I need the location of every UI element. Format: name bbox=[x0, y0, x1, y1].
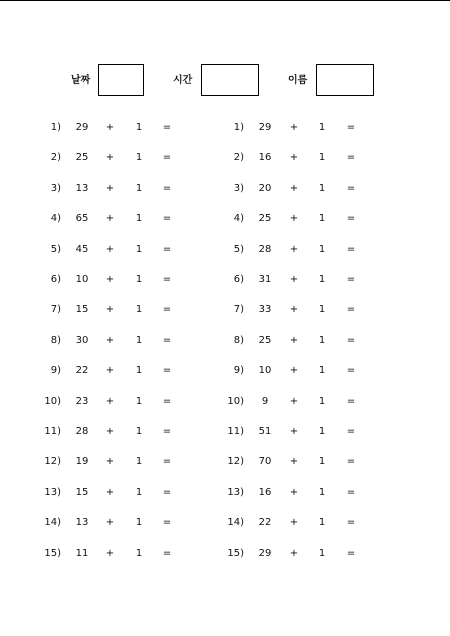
second-operand: 1 bbox=[135, 335, 143, 346]
equals-sign: = bbox=[162, 213, 172, 224]
plus-sign: + bbox=[105, 304, 115, 315]
problem-number: 1) bbox=[50, 122, 61, 133]
problem-number: 6) bbox=[50, 274, 61, 285]
second-operand: 1 bbox=[318, 213, 326, 224]
first-operand: 25 bbox=[258, 213, 272, 224]
equals-sign: = bbox=[346, 365, 356, 376]
second-operand: 1 bbox=[135, 122, 143, 133]
problem-number: 13) bbox=[227, 487, 244, 498]
second-operand: 1 bbox=[318, 517, 326, 528]
first-operand: 51 bbox=[258, 426, 272, 437]
problem-number: 14) bbox=[227, 517, 244, 528]
equals-sign: = bbox=[162, 396, 172, 407]
equals-sign: = bbox=[162, 487, 172, 498]
second-operand: 1 bbox=[135, 426, 143, 437]
plus-sign: + bbox=[105, 274, 115, 285]
problem-number: 13) bbox=[44, 487, 61, 498]
second-operand: 1 bbox=[318, 122, 326, 133]
second-operand: 1 bbox=[135, 274, 143, 285]
equals-sign: = bbox=[162, 152, 172, 163]
second-operand: 1 bbox=[135, 396, 143, 407]
first-operand: 10 bbox=[258, 365, 272, 376]
problem-number: 12) bbox=[227, 456, 244, 467]
plus-sign: + bbox=[289, 517, 299, 528]
equals-sign: = bbox=[162, 365, 172, 376]
plus-sign: + bbox=[289, 396, 299, 407]
second-operand: 1 bbox=[318, 183, 326, 194]
plus-sign: + bbox=[105, 517, 115, 528]
equals-sign: = bbox=[346, 426, 356, 437]
second-operand: 1 bbox=[318, 304, 326, 315]
problem-number: 15) bbox=[227, 548, 244, 559]
problem-number: 5) bbox=[50, 244, 61, 255]
problem-number: 2) bbox=[233, 152, 244, 163]
equals-sign: = bbox=[346, 244, 356, 255]
name-field[interactable] bbox=[316, 64, 374, 96]
first-operand: 45 bbox=[75, 244, 89, 255]
problem-number: 4) bbox=[233, 213, 244, 224]
second-operand: 1 bbox=[318, 548, 326, 559]
problem-number: 4) bbox=[50, 213, 61, 224]
equals-sign: = bbox=[346, 456, 356, 467]
date-field[interactable] bbox=[98, 64, 144, 96]
plus-sign: + bbox=[105, 548, 115, 559]
plus-sign: + bbox=[289, 213, 299, 224]
plus-sign: + bbox=[289, 487, 299, 498]
problem-number: 9) bbox=[50, 365, 61, 376]
plus-sign: + bbox=[289, 152, 299, 163]
plus-sign: + bbox=[289, 304, 299, 315]
first-operand: 15 bbox=[75, 487, 89, 498]
equals-sign: = bbox=[162, 517, 172, 528]
first-operand: 22 bbox=[75, 365, 89, 376]
first-operand: 13 bbox=[75, 517, 89, 528]
problem-number: 7) bbox=[50, 304, 61, 315]
second-operand: 1 bbox=[318, 456, 326, 467]
first-operand: 30 bbox=[75, 335, 89, 346]
second-operand: 1 bbox=[135, 304, 143, 315]
equals-sign: = bbox=[346, 487, 356, 498]
first-operand: 11 bbox=[75, 548, 89, 559]
problem-number: 3) bbox=[50, 183, 61, 194]
second-operand: 1 bbox=[318, 487, 326, 498]
problem-number: 7) bbox=[233, 304, 244, 315]
problem-number: 1) bbox=[233, 122, 244, 133]
first-operand: 29 bbox=[258, 548, 272, 559]
plus-sign: + bbox=[289, 274, 299, 285]
problem-number: 15) bbox=[44, 548, 61, 559]
second-operand: 1 bbox=[135, 183, 143, 194]
top-rule bbox=[0, 0, 450, 1]
first-operand: 28 bbox=[258, 244, 272, 255]
second-operand: 1 bbox=[135, 517, 143, 528]
first-operand: 9 bbox=[261, 396, 269, 407]
first-operand: 20 bbox=[258, 183, 272, 194]
equals-sign: = bbox=[162, 548, 172, 559]
plus-sign: + bbox=[289, 456, 299, 467]
problem-number: 5) bbox=[233, 244, 244, 255]
plus-sign: + bbox=[289, 244, 299, 255]
date-label: 날짜 bbox=[71, 75, 91, 86]
problem-number: 9) bbox=[233, 365, 244, 376]
first-operand: 25 bbox=[258, 335, 272, 346]
plus-sign: + bbox=[289, 426, 299, 437]
first-operand: 33 bbox=[258, 304, 272, 315]
first-operand: 10 bbox=[75, 274, 89, 285]
equals-sign: = bbox=[346, 304, 356, 315]
equals-sign: = bbox=[162, 304, 172, 315]
first-operand: 13 bbox=[75, 183, 89, 194]
equals-sign: = bbox=[346, 335, 356, 346]
problem-number: 12) bbox=[44, 456, 61, 467]
plus-sign: + bbox=[289, 548, 299, 559]
equals-sign: = bbox=[162, 122, 172, 133]
first-operand: 25 bbox=[75, 152, 89, 163]
second-operand: 1 bbox=[318, 152, 326, 163]
equals-sign: = bbox=[346, 213, 356, 224]
equals-sign: = bbox=[162, 456, 172, 467]
plus-sign: + bbox=[105, 487, 115, 498]
second-operand: 1 bbox=[135, 152, 143, 163]
equals-sign: = bbox=[346, 396, 356, 407]
second-operand: 1 bbox=[318, 274, 326, 285]
time-field[interactable] bbox=[201, 64, 259, 96]
first-operand: 23 bbox=[75, 396, 89, 407]
equals-sign: = bbox=[162, 244, 172, 255]
time-label: 시간 bbox=[173, 75, 193, 86]
plus-sign: + bbox=[105, 456, 115, 467]
equals-sign: = bbox=[346, 274, 356, 285]
problem-number: 2) bbox=[50, 152, 61, 163]
plus-sign: + bbox=[105, 365, 115, 376]
equals-sign: = bbox=[162, 335, 172, 346]
problem-number: 11) bbox=[227, 426, 244, 437]
problem-number: 10) bbox=[44, 396, 61, 407]
second-operand: 1 bbox=[318, 244, 326, 255]
first-operand: 29 bbox=[258, 122, 272, 133]
problem-number: 11) bbox=[44, 426, 61, 437]
first-operand: 15 bbox=[75, 304, 89, 315]
second-operand: 1 bbox=[318, 365, 326, 376]
equals-sign: = bbox=[162, 183, 172, 194]
plus-sign: + bbox=[105, 244, 115, 255]
problem-number: 3) bbox=[233, 183, 244, 194]
first-operand: 31 bbox=[258, 274, 272, 285]
second-operand: 1 bbox=[135, 365, 143, 376]
plus-sign: + bbox=[105, 183, 115, 194]
plus-sign: + bbox=[105, 426, 115, 437]
plus-sign: + bbox=[289, 365, 299, 376]
equals-sign: = bbox=[346, 122, 356, 133]
first-operand: 65 bbox=[75, 213, 89, 224]
second-operand: 1 bbox=[318, 426, 326, 437]
first-operand: 16 bbox=[258, 487, 272, 498]
second-operand: 1 bbox=[135, 487, 143, 498]
first-operand: 16 bbox=[258, 152, 272, 163]
plus-sign: + bbox=[105, 396, 115, 407]
problem-number: 10) bbox=[227, 396, 244, 407]
plus-sign: + bbox=[105, 122, 115, 133]
equals-sign: = bbox=[346, 183, 356, 194]
first-operand: 19 bbox=[75, 456, 89, 467]
second-operand: 1 bbox=[318, 335, 326, 346]
problem-number: 8) bbox=[50, 335, 61, 346]
second-operand: 1 bbox=[318, 396, 326, 407]
name-label: 이름 bbox=[288, 75, 308, 86]
equals-sign: = bbox=[346, 517, 356, 528]
second-operand: 1 bbox=[135, 244, 143, 255]
problem-number: 8) bbox=[233, 335, 244, 346]
plus-sign: + bbox=[105, 335, 115, 346]
plus-sign: + bbox=[289, 183, 299, 194]
second-operand: 1 bbox=[135, 213, 143, 224]
equals-sign: = bbox=[346, 152, 356, 163]
first-operand: 28 bbox=[75, 426, 89, 437]
first-operand: 29 bbox=[75, 122, 89, 133]
problem-number: 14) bbox=[44, 517, 61, 528]
problem-number: 6) bbox=[233, 274, 244, 285]
second-operand: 1 bbox=[135, 548, 143, 559]
equals-sign: = bbox=[162, 274, 172, 285]
equals-sign: = bbox=[162, 426, 172, 437]
first-operand: 22 bbox=[258, 517, 272, 528]
first-operand: 70 bbox=[258, 456, 272, 467]
plus-sign: + bbox=[105, 152, 115, 163]
plus-sign: + bbox=[105, 213, 115, 224]
plus-sign: + bbox=[289, 335, 299, 346]
plus-sign: + bbox=[289, 122, 299, 133]
second-operand: 1 bbox=[135, 456, 143, 467]
equals-sign: = bbox=[346, 548, 356, 559]
